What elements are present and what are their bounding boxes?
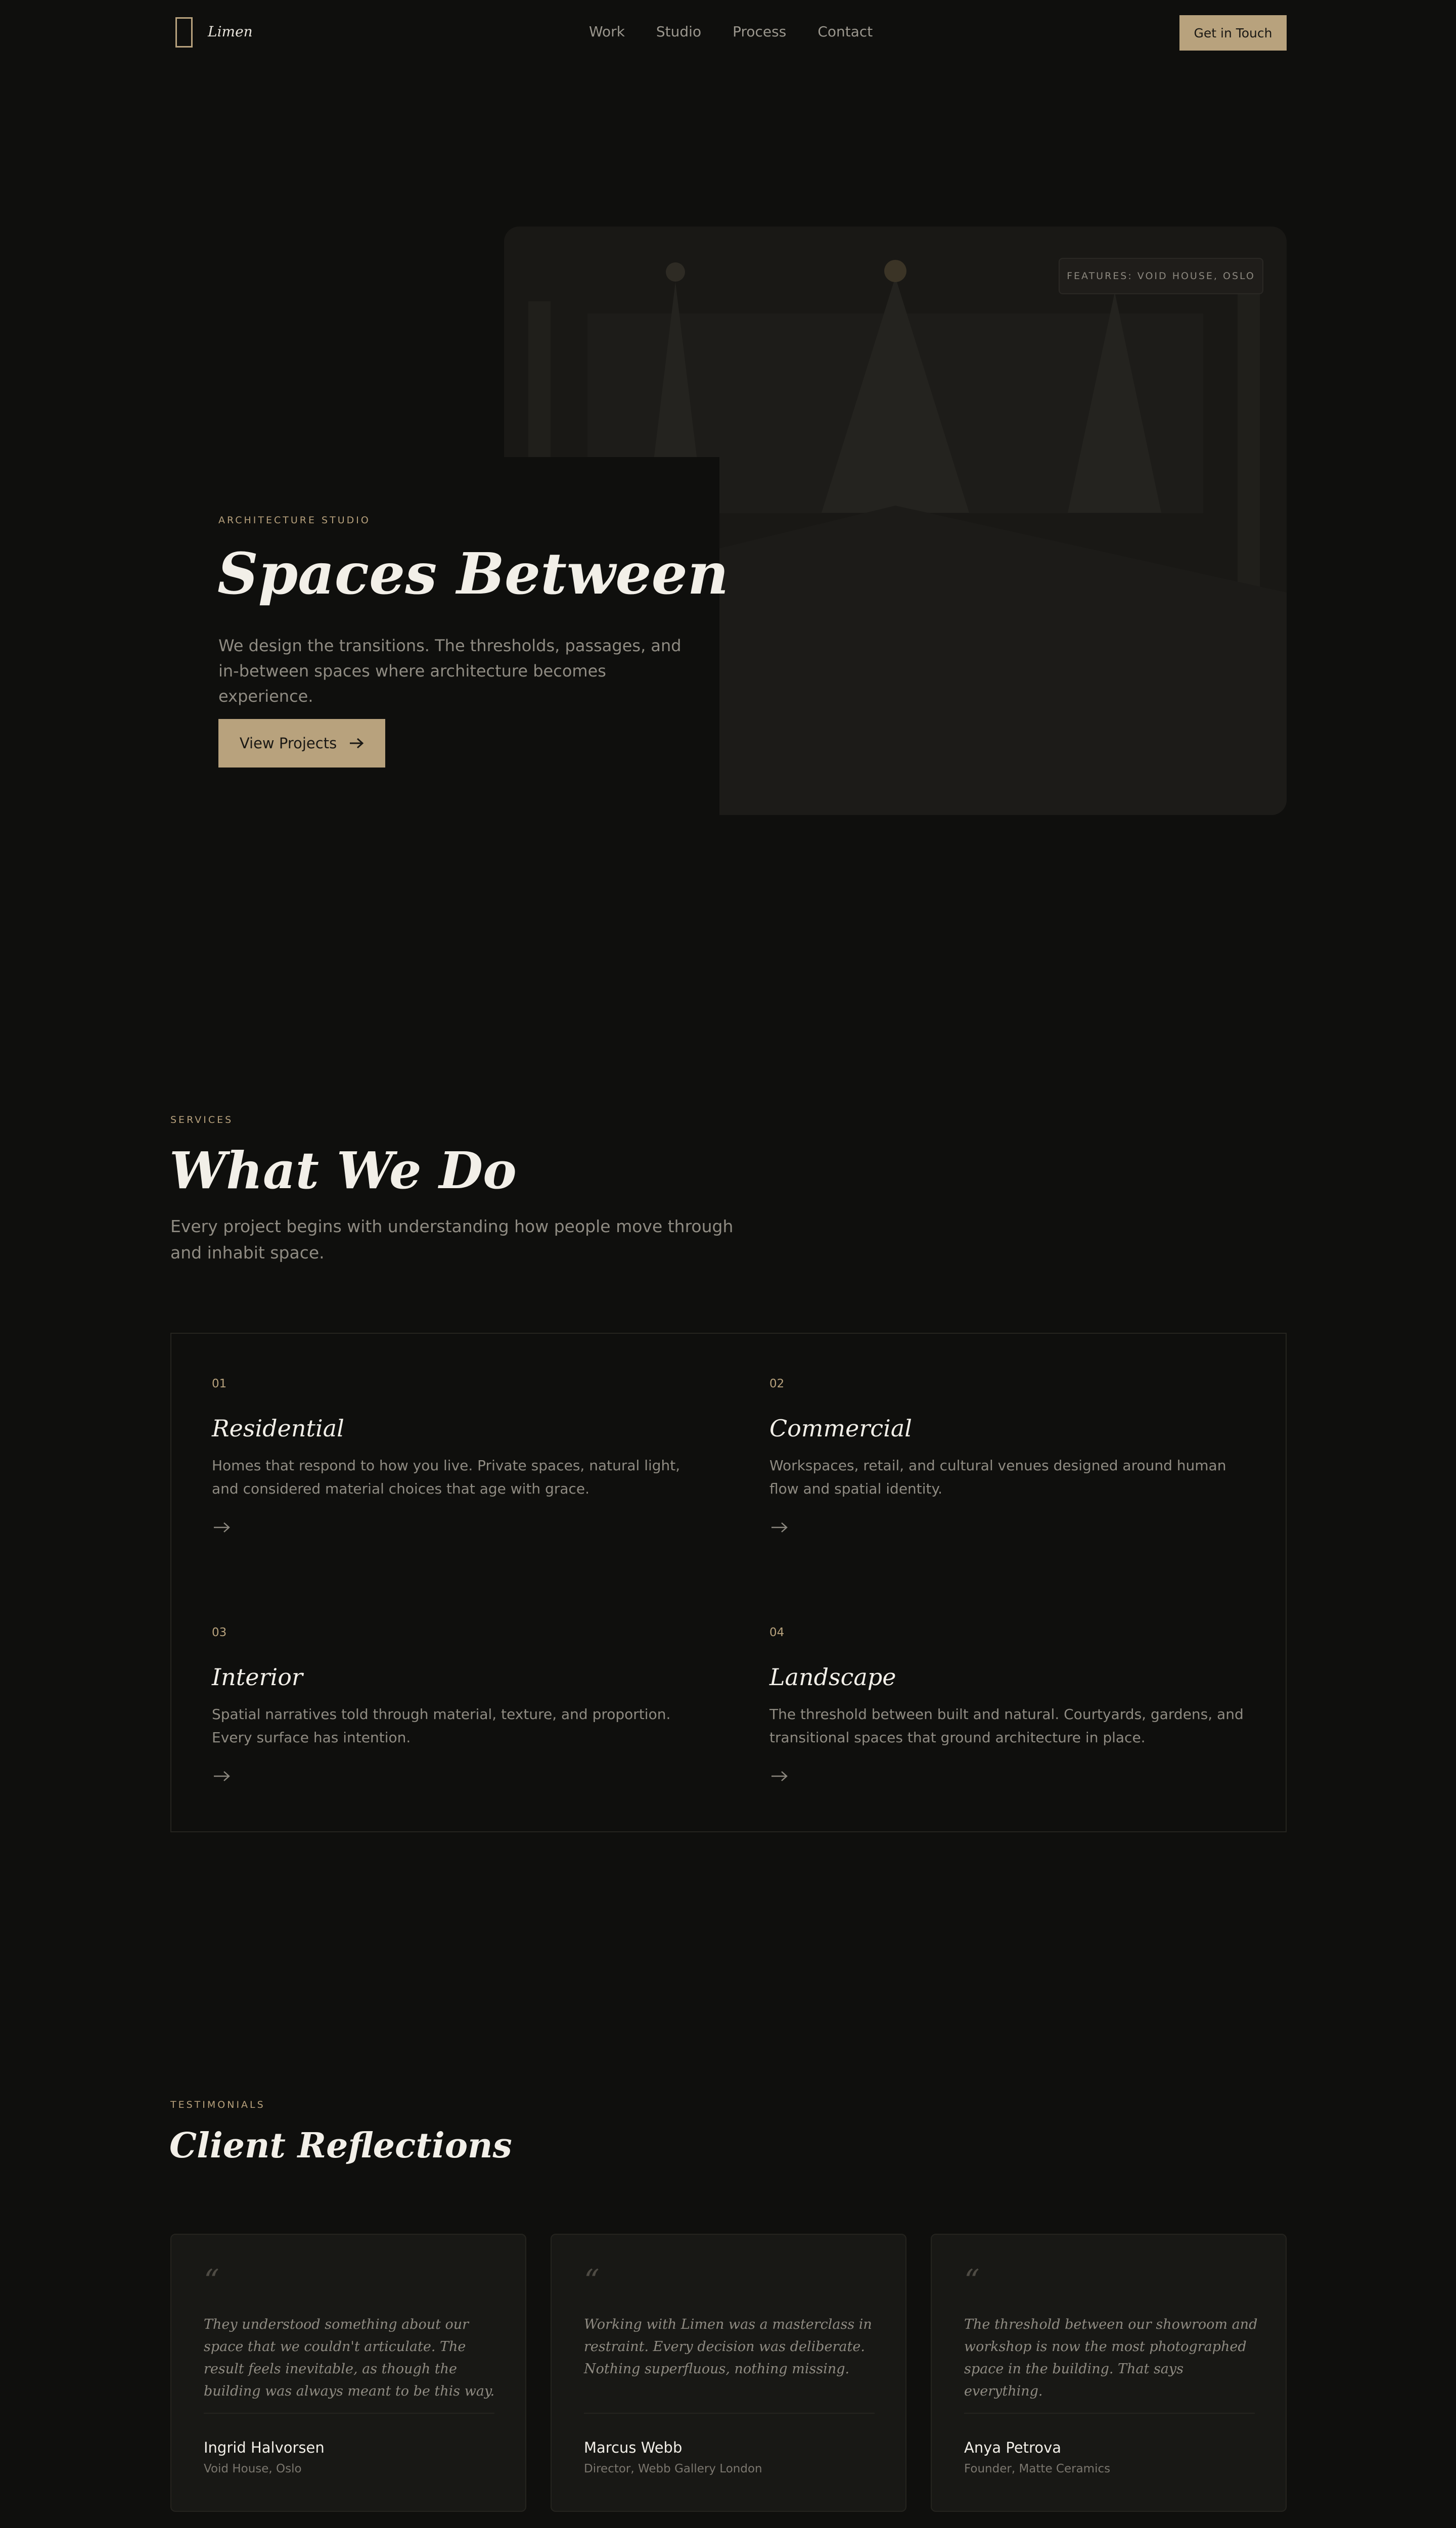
quote-icon: “ (584, 2263, 600, 2298)
service-number: 04 (769, 1626, 785, 1639)
service-name: Commercial (769, 1415, 912, 1442)
testimonial-author: Ingrid Halvorsen (204, 2439, 325, 2456)
view-projects-label: View Projects (239, 735, 337, 752)
divider (964, 2413, 1255, 2414)
testimonial-quote: The threshold between our showroom and workshop is now the most photographed space in the building. That says everything. (964, 2317, 1258, 2399)
testimonial-role: Founder, Matte Ceramics (964, 2462, 1111, 2475)
logo-icon[interactable] (175, 17, 193, 48)
service-text: Homes that respond to how you live. Private spaces, natural light, and considered material choices that age with grace. (212, 1457, 680, 1497)
featured-project-badge: FEATURES: VOID HOUSE, OSLO (1059, 258, 1263, 294)
testimonial-card (931, 2234, 1287, 2512)
testimonial-card (551, 2234, 906, 2512)
service-number: 01 (212, 1377, 227, 1390)
arrow-right-icon (349, 737, 364, 749)
testimonial-card (170, 2234, 526, 2512)
hero-description: We design the transitions. The thresholds, passages, and in-between spaces where architecture becomes experience. (218, 636, 681, 706)
service-item-commercial[interactable] (769, 1377, 1255, 1537)
hero-title: Spaces Between (217, 541, 729, 607)
service-name: Interior (212, 1663, 303, 1691)
service-item-interior[interactable] (212, 1626, 697, 1786)
divider (204, 2413, 494, 2414)
quote-icon: “ (964, 2263, 980, 2298)
get-in-touch-button[interactable]: Get in Touch (1179, 15, 1287, 51)
nav-links (589, 23, 873, 40)
view-projects-button[interactable] (218, 719, 385, 768)
service-number: 02 (769, 1377, 785, 1390)
nav-link-process[interactable]: Process (733, 23, 787, 40)
testimonials-eyebrow: TESTIMONIALS (170, 2099, 265, 2110)
quote-icon: “ (204, 2263, 219, 2298)
service-item-residential[interactable] (212, 1377, 697, 1537)
top-navigation (0, 0, 1456, 67)
testimonial-quote: Working with Limen was a masterclass in restraint. Every decision was deliberate. Nothing superfluous, nothing missing. (584, 2317, 872, 2377)
service-text: The threshold between built and natural. Courtyards, gardens, and transitional spaces that ground architecture in place. (769, 1706, 1244, 1746)
service-text: Spatial narratives told through material, texture, and proportion. Every surface has intention. (212, 1706, 671, 1746)
nav-link-contact[interactable]: Contact (817, 23, 873, 40)
testimonial-author: Anya Petrova (964, 2439, 1061, 2456)
nav-link-studio[interactable]: Studio (656, 23, 702, 40)
testimonial-author: Marcus Webb (584, 2439, 682, 2456)
brand-logo-text[interactable]: Limen (208, 23, 253, 40)
arrow-right-icon[interactable] (769, 1520, 790, 1535)
divider (584, 2413, 875, 2414)
service-name: Landscape (769, 1663, 896, 1691)
arrow-right-icon[interactable] (769, 1769, 790, 1784)
hero-eyebrow: ARCHITECTURE STUDIO (218, 515, 371, 526)
testimonial-quote: They understood something about our space that we couldn't articulate. The result feels inevitable, as though the building was always meant to be this way. (204, 2317, 495, 2399)
services-title: What We Do (169, 1141, 517, 1200)
service-number: 03 (212, 1626, 227, 1639)
services-eyebrow: SERVICES (170, 1114, 234, 1125)
service-text: Workspaces, retail, and cultural venues designed around human flow and spatial identity. (769, 1457, 1226, 1497)
nav-link-work[interactable]: Work (589, 23, 625, 40)
testimonial-role: Director, Webb Gallery London (584, 2462, 762, 2475)
services-description: Every project begins with understanding how people move through and inhabit space. (170, 1216, 734, 1262)
service-item-landscape[interactable] (769, 1626, 1255, 1786)
arrow-right-icon[interactable] (212, 1520, 232, 1535)
arrow-right-icon[interactable] (212, 1769, 232, 1784)
service-name: Residential (212, 1415, 344, 1442)
testimonial-role: Void House, Oslo (204, 2462, 302, 2475)
testimonials-title: Client Reflections (169, 2126, 512, 2166)
